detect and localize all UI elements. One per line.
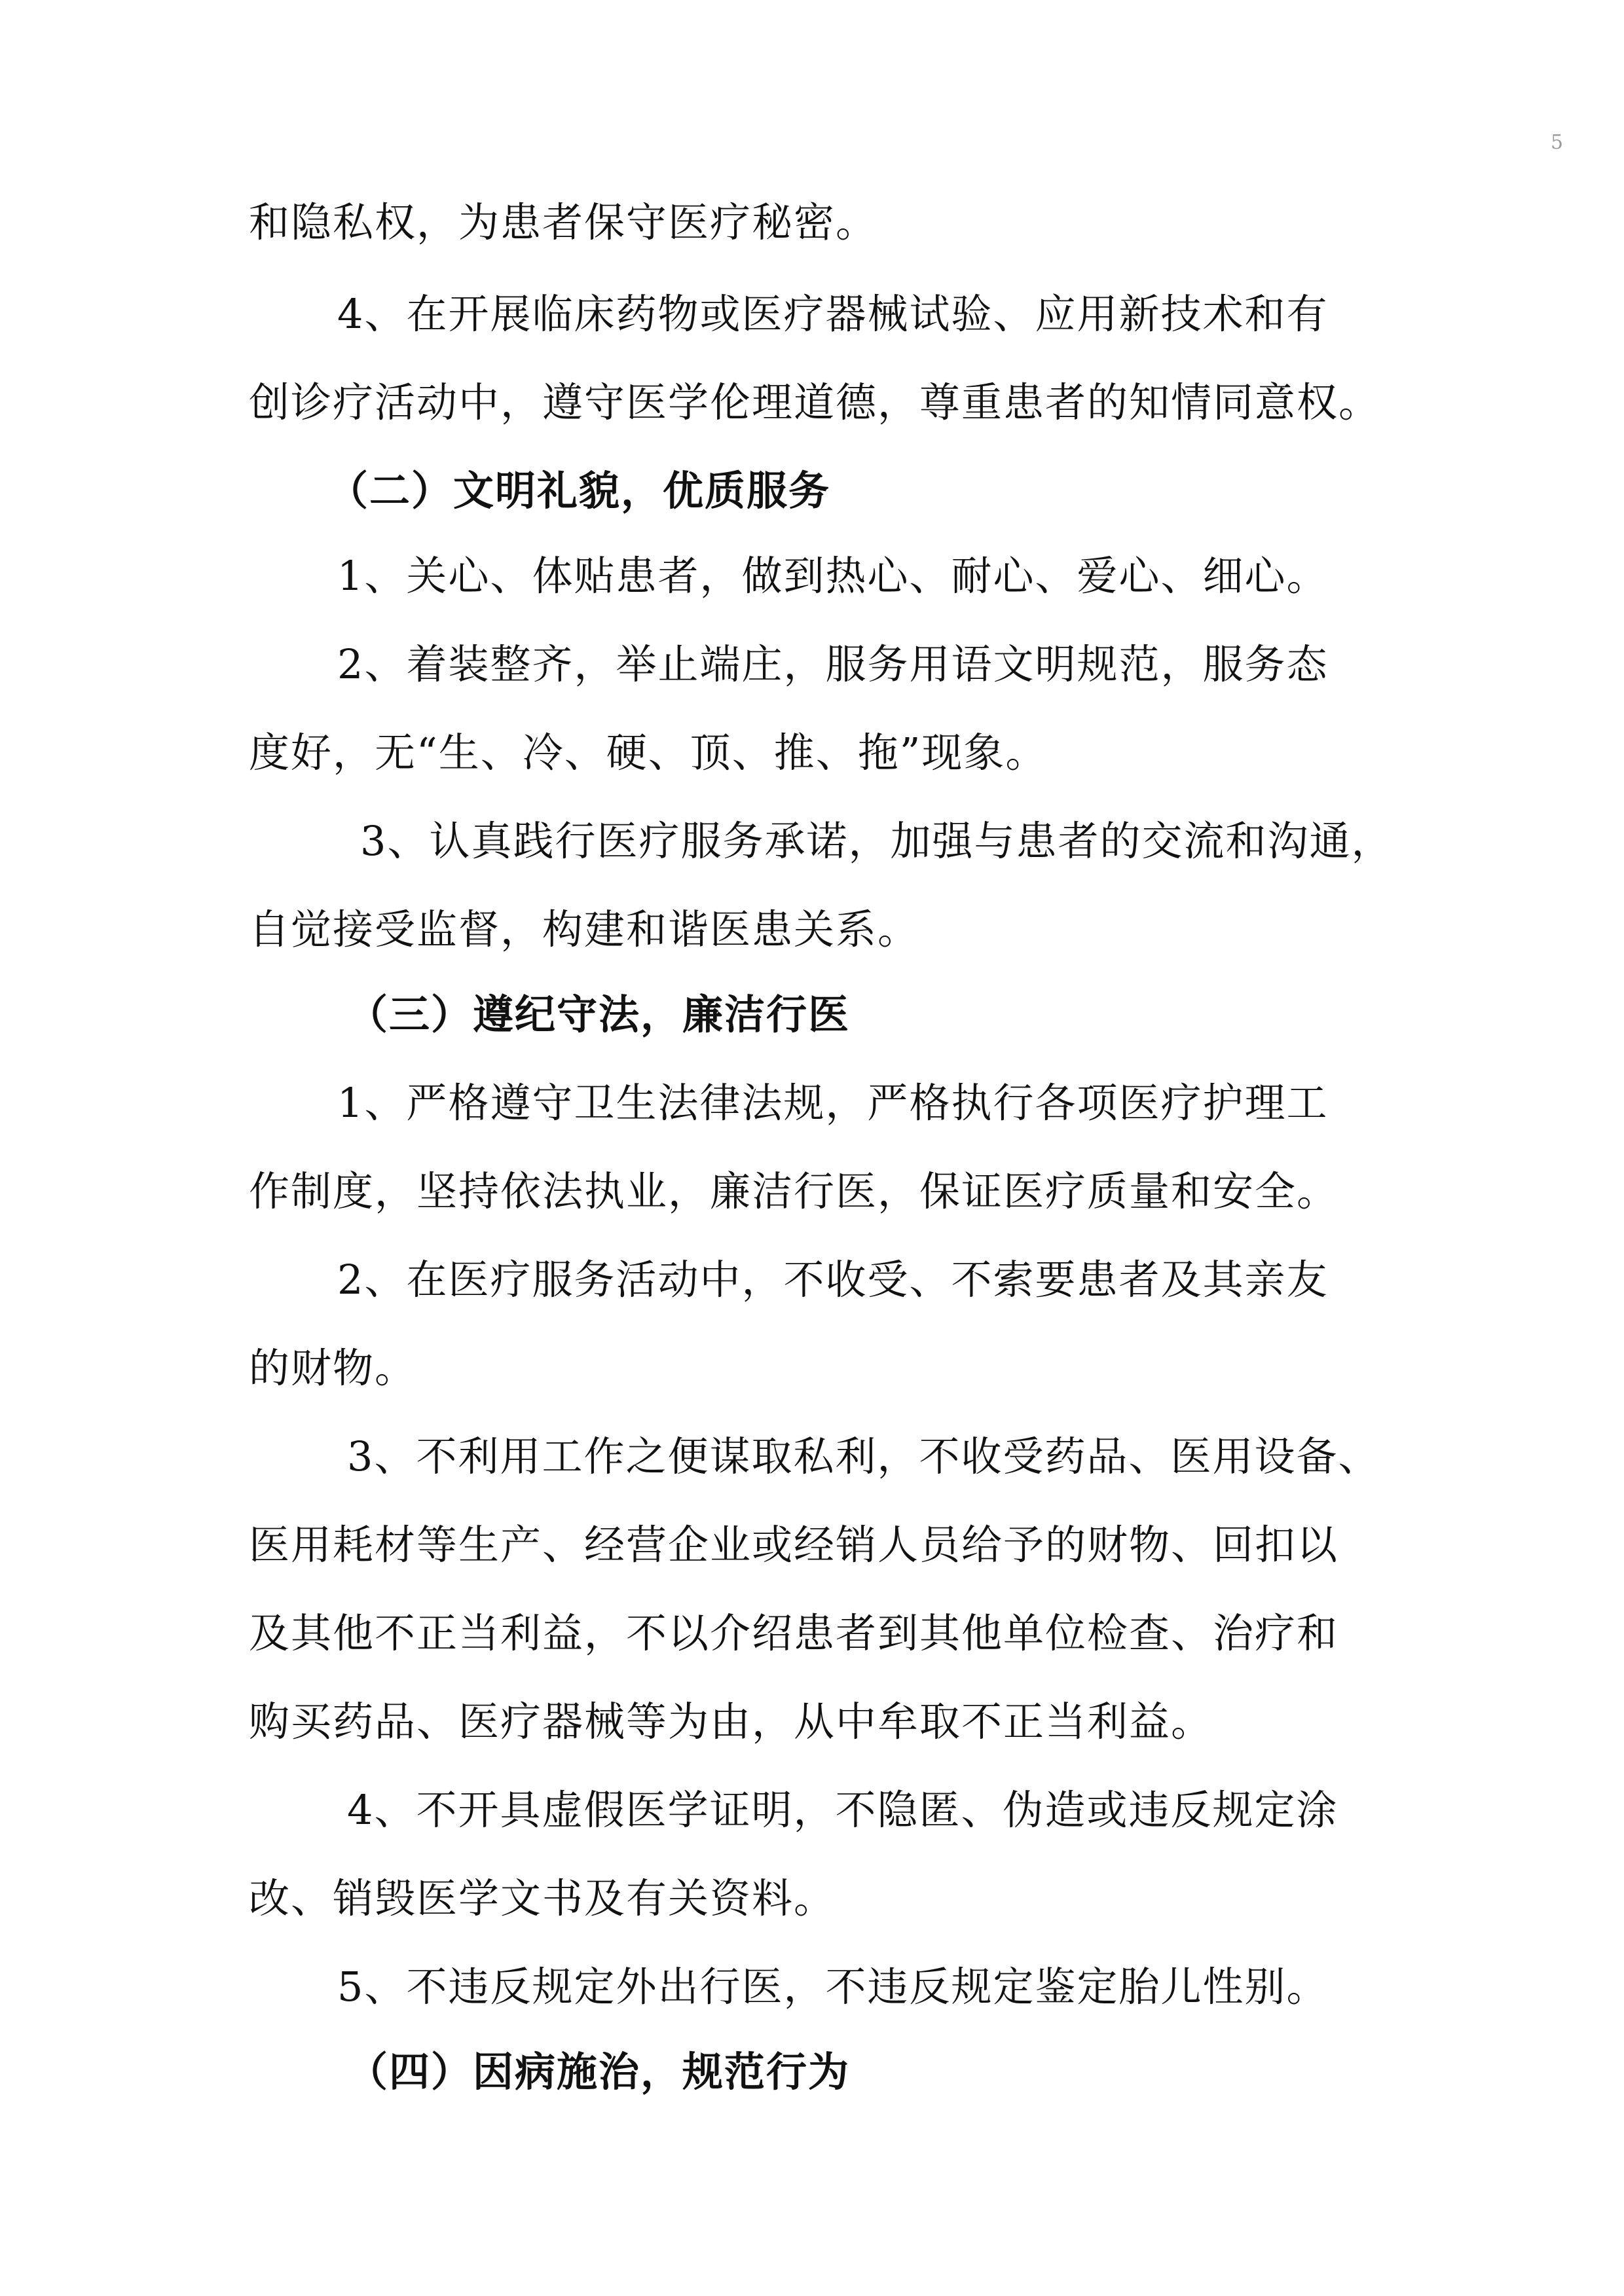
text-line: 度好，无“生、冷、硬、顶、推、拖”现象。 (249, 729, 1048, 776)
section-heading-4: （四）因病施治，规范行为 (347, 2048, 851, 2096)
text-line: 医用耗材等生产、经营企业或经销人员给予的财物、回扣以 (249, 1521, 1339, 1569)
page-corner-mark: 5 (1551, 131, 1564, 154)
text-line: 购买药品、医疗器械等为由，从中牟取不正当利益。 (249, 1698, 1213, 1745)
text-line: 4、在开展临床药物或医疗器械试验、应用新技术和有 (337, 290, 1329, 338)
text-line: 1、关心、体贴患者，做到热心、耐心、爱心、细心。 (337, 552, 1329, 600)
text-line: 2、在医疗服务活动中，不收受、不索要患者及其亲友 (337, 1256, 1329, 1303)
text-line: 作制度，坚持依法执业，廉洁行医，保证医疗质量和安全。 (249, 1167, 1339, 1215)
text-line: 自觉接受监督，构建和谐医患关系。 (249, 905, 920, 953)
text-line: 3、不利用工作之便谋取私利，不收受药品、医用设备、 (347, 1432, 1380, 1480)
text-line: 4、不开具虚假医学证明，不隐匿、伪造或违反规定涂 (347, 1786, 1338, 1834)
text-line: 2、着装整齐，举止端庄，服务用语文明规范，服务态 (337, 640, 1329, 688)
text-line: 改、销毁医学文书及有关资料。 (249, 1874, 836, 1922)
text-line: 1、严格遵守卫生法律法规，严格执行各项医疗护理工 (337, 1079, 1329, 1127)
section-heading-3: （三）遵纪守法，廉洁行医 (347, 991, 851, 1038)
text-line: 5、不违反规定外出行医，不违反规定鉴定胎儿性别。 (337, 1963, 1329, 2011)
section-heading-2: （二）文明礼貌，优质服务 (327, 467, 831, 515)
text-line: 创诊疗活动中，遵守医学伦理道德，尊重患者的知情同意权。 (249, 378, 1381, 426)
text-line: 及其他不正当利益，不以介绍患者到其他单位检查、治疗和 (249, 1609, 1339, 1657)
text-line: 3、认真践行医疗服务承诺，加强与患者的交流和沟通， (360, 817, 1393, 865)
text-line: 的财物。 (249, 1344, 417, 1392)
text-line: 和隐私权，为患者保守医疗秘密。 (249, 198, 878, 246)
